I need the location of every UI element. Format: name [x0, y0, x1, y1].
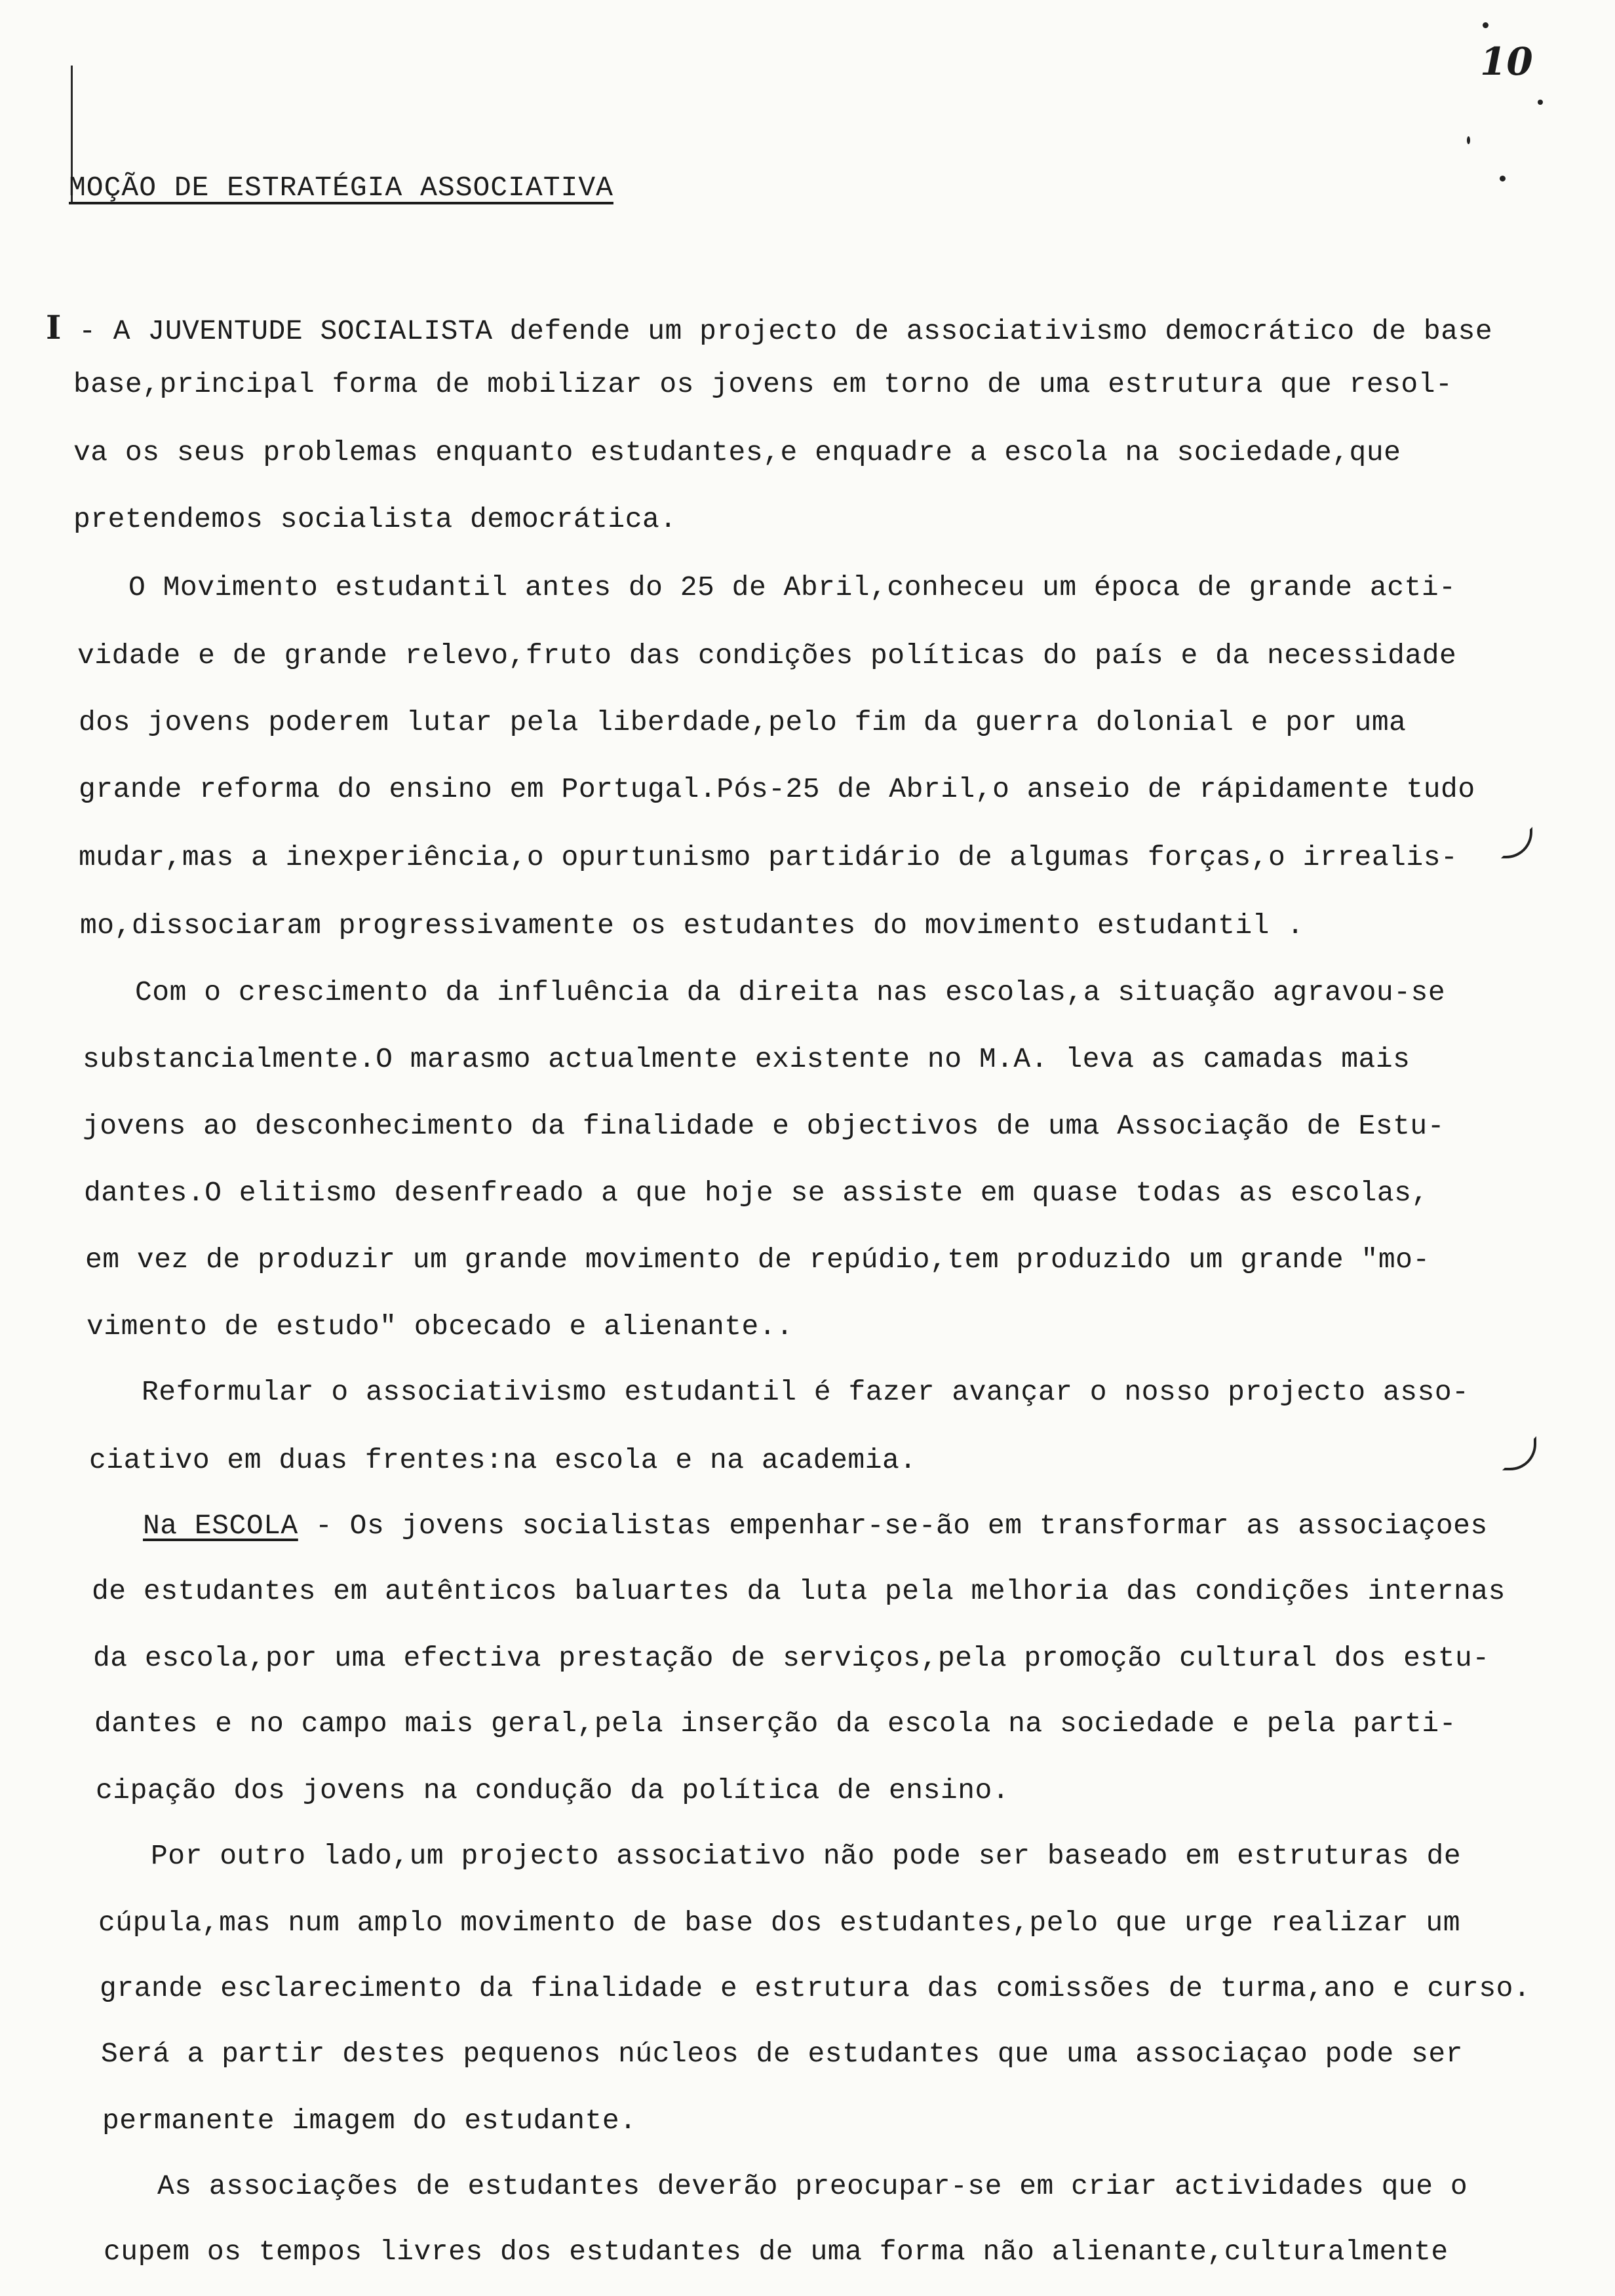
line-text: - A JUVENTUDE SOCIALISTA defende um projecto de associativismo democrático de base	[61, 315, 1493, 347]
text-line: grande esclarecimento da finalidade e estrutura das comissões de turma,ano e curso.	[100, 1972, 1531, 2004]
text-line: vimento de estudo" obcecado e alienante..	[87, 1311, 794, 1343]
section-marker: I	[46, 308, 62, 347]
ink-speck	[1538, 100, 1543, 105]
text-line: permanente imagem do estudante.	[102, 2105, 637, 2137]
text-line: da escola,por uma efectiva prestação de serviços,pela promoção cultural dos estu-	[93, 1642, 1490, 1674]
text-line: cúpula,mas num amplo movimento de base dos estudantes,pelo que urge realizar um	[98, 1907, 1461, 1939]
text-line: substancialmente.O marasmo actualmente existente no M.A. leva as camadas mais	[83, 1043, 1411, 1075]
ink-speck	[1467, 136, 1470, 144]
text-line: mo,dissociaram progressivamente os estudantes do movimento estudantil .	[80, 909, 1304, 942]
ink-speck	[1500, 176, 1506, 182]
text-line: jovens ao desconhecimento da finalidade e objectivos de uma Associação de Estu-	[83, 1110, 1445, 1142]
text-line: Por outro lado,um projecto associativo não pode ser baseado em estruturas de	[151, 1840, 1462, 1872]
text-line: Reformular o associativismo estudantil é fazer avançar o nosso projecto asso-	[142, 1376, 1469, 1408]
text-line: As associações de estudantes deverão preocupar-se em criar actividades que o	[157, 2170, 1468, 2202]
text-line: em vez de produzir um grande movimento de repúdio,tem produzido um grande "mo-	[85, 1244, 1430, 1276]
text-line: vidade e de grande relevo,fruto das condições políticas do país e da necessidade	[77, 640, 1457, 672]
text-line	[143, 1510, 1488, 1542]
text-line: cupem os tempos livres dos estudantes de uma forma não alienante,culturalmente	[104, 2236, 1449, 2268]
page-number: 10	[1480, 39, 1533, 84]
text-line: base,principal forma de mobilizar os jovens em torno de uma estrutura que resol-	[73, 368, 1453, 400]
text-line: mudar,mas a inexperiência,o opurtunismo partidário de algumas forças,o irrealis-	[79, 841, 1458, 873]
text-line: grande reforma do ensino em Portugal.Pós-25 de Abril,o anseio de rápidamente tudo	[79, 773, 1475, 805]
text-line: dantes.O elitismo desenfreado a que hoje se assiste em quase todas as escolas,	[84, 1177, 1429, 1209]
handwritten-mark	[1502, 1436, 1536, 1470]
text-line: va os seus problemas enquanto estudantes,e enquadre a escola na sociedade,que	[73, 436, 1401, 469]
line-text: - Os jovens socialistas empenhar-se-ão em transformar as associaçoes	[298, 1510, 1488, 1542]
text-line: Será a partir destes pequenos núcleos de estudantes que uma associaçao pode ser	[101, 2038, 1464, 2070]
text-line	[46, 308, 1492, 347]
text-line: O Movimento estudantil antes do 25 de Abril,conheceu um época de grande acti-	[128, 571, 1456, 603]
text-line: dos jovens poderem lutar pela liberdade,pelo fim da guerra dolonial e por uma	[79, 706, 1407, 738]
text-line: cipação dos jovens na condução da política de ensino.	[96, 1774, 1010, 1807]
page-title: MOÇÃO DE ESTRATÉGIA ASSOCIATIVA	[69, 172, 613, 204]
text-line: pretendemos socialista democrática.	[73, 503, 677, 535]
text-line: ciativo em duas frentes:na escola e na academia.	[89, 1444, 917, 1476]
text-line: de estudantes em autênticos baluartes da luta pela melhoria das condições internas	[92, 1575, 1506, 1607]
text-line: Com o crescimento da influência da direita nas escolas,a situação agravou-se	[135, 976, 1446, 1008]
text-line: dantes e no campo mais geral,pela inserção da escola na sociedade e pela parti-	[94, 1708, 1457, 1740]
handwritten-mark	[1501, 827, 1532, 858]
ink-speck	[1483, 22, 1489, 28]
na-escola-heading: Na ESCOLA	[143, 1510, 298, 1542]
